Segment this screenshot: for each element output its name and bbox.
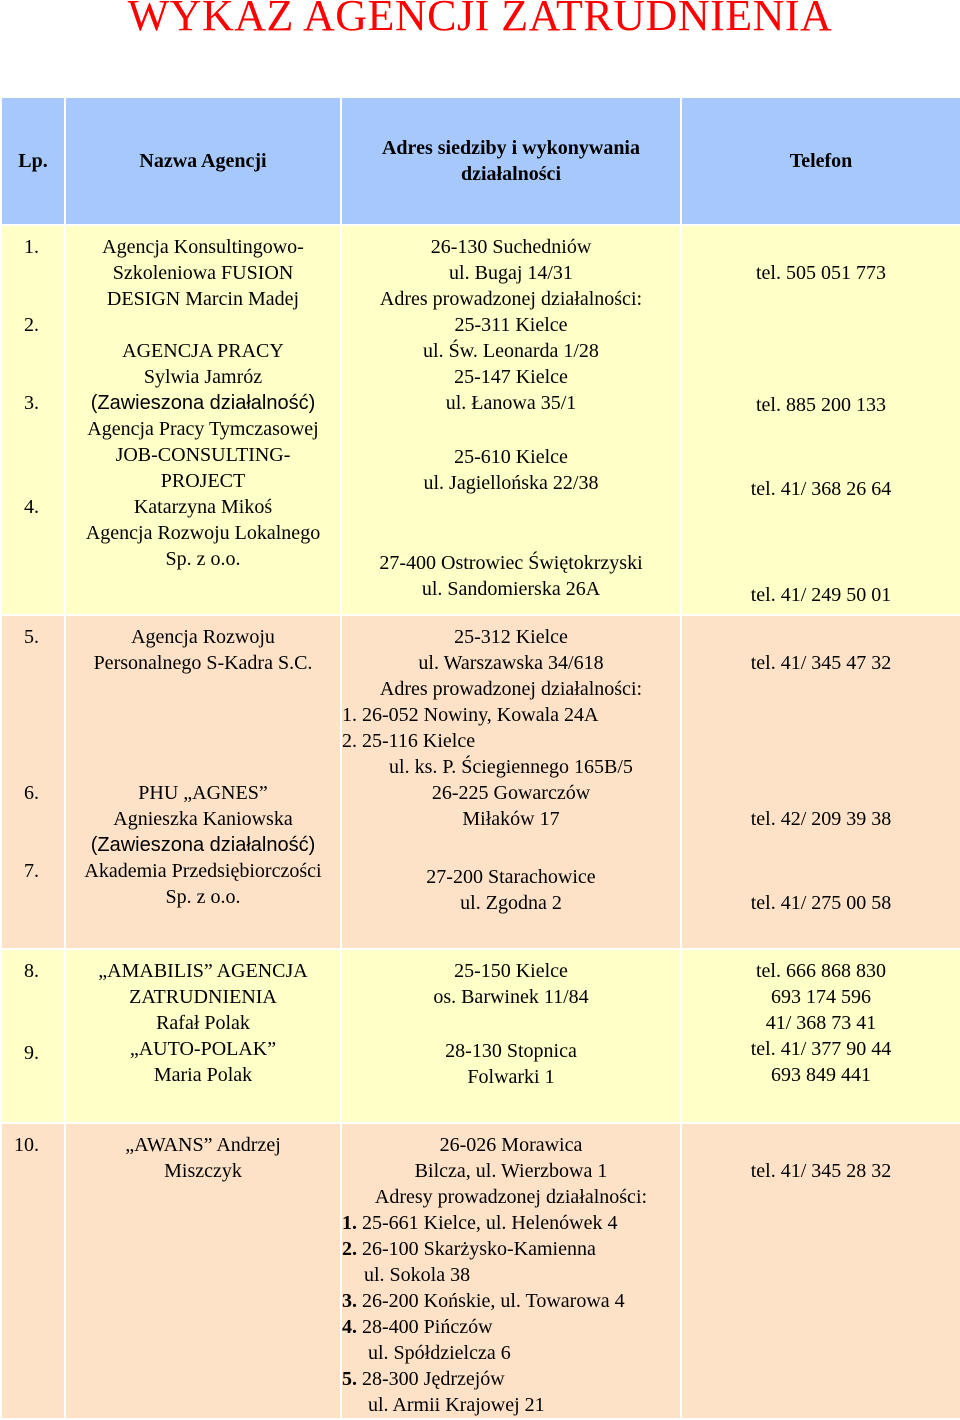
row-number: 10. xyxy=(1,1123,65,1419)
col-phone: Telefon xyxy=(681,97,960,225)
agency-name: Agencja Konsultingowo- Szkoleniowa FUSION DESIGN Marcin Madej AGENCJA PRACY Sylwia Jamróz (Zawieszona działalność) Agencja Pracy Tymczasowej JOB-CONSULTING- PROJECT Katarzyna Mikoś Agencja Rozwoju Lokalnego Sp. z o.o. xyxy=(65,225,341,615)
row-number: 1. 2. 3. 4. xyxy=(1,225,65,615)
agency-address: 25-150 Kielce os. Barwinek 11/84 28-130 Stopnica Folwarki 1 xyxy=(341,949,681,1123)
agency-name: Agencja Rozwoju Personalnego S-Kadra S.C. PHU „AGNES” Agnieszka Kaniowska (Zawieszona działalność) Akademia Przedsiębiorczości Sp. z o.o. xyxy=(65,615,341,949)
table-row xyxy=(1,1123,960,1419)
agency-name: „AMABILIS” AGENCJA ZATRUDNIENIA Rafał Polak „AUTO-POLAK” Maria Polak xyxy=(65,949,341,1123)
suspended-note: (Zawieszona działalność) xyxy=(90,392,316,414)
col-address: Adres siedziby i wykonywania działalności xyxy=(341,97,681,225)
agencies-table xyxy=(0,96,960,1420)
row-number: 8. 9. xyxy=(1,949,65,1123)
table-row xyxy=(1,949,960,1123)
agency-phone: tel. 666 868 830 693 174 596 41/ 368 73 41 tel. 41/ 377 90 44 693 849 441 xyxy=(681,949,960,1123)
agency-phone: tel. 41/ 345 47 32 tel. 42/ 209 39 38 tel. 41/ 275 00 58 xyxy=(681,615,960,949)
table-row xyxy=(1,615,960,949)
agency-phone: tel. 505 051 773 tel. 885 200 133 tel. 41/ 368 26 64 tel. 41/ 249 50 01 xyxy=(681,225,960,615)
agency-address: 26-130 Suchedniów ul. Bugaj 14/31 Adres prowadzonej działalności: 25-311 Kielce ul. Św. Leonarda 1/28 25-147 Kielce ul. Łanowa 35/1 25-610 Kielce ul. Jagiellońska 22/38 27-400 Ostrowiec Świętokrzyski ul. Sandomierska 26A xyxy=(341,225,681,615)
row-number: 5. 6. 7. xyxy=(1,615,65,949)
agency-address: 25-312 Kielce ul. Warszawska 34/618 Adres prowadzonej działalności: 1. 26-052 Nowiny, Kowala 24A 2. 25-116 Kielce ul. ks. P. Ściegiennego 165B/5 26-225 Gowarczów Miłaków 17 27-200 Starachowice ul. Zgodna 2 xyxy=(341,615,681,949)
suspended-note: (Zawieszona działalność) xyxy=(90,834,316,856)
agency-phone: tel. 41/ 345 28 32 xyxy=(681,1123,960,1419)
agency-address: 26-026 Morawica Bilcza, ul. Wierzbowa 1 Adresy prowadzonej działalności: 1. 25-661 Kielce, ul. Helenówek 4 2. 26-100 Skarżysko-Kamienna ul. Sokola 38 3. 26-200 Końskie, ul. Towarowa 4 4. 28-400 Pińczów ul. Spółdzielcza 6 5. 28-300 Jędrzejów ul. Armii Krajowej 21 xyxy=(341,1123,681,1419)
table-row xyxy=(1,225,960,615)
table-header xyxy=(1,97,960,225)
col-name: Nazwa Agencji xyxy=(65,97,341,225)
agency-name: „AWANS” Andrzej Miszczyk xyxy=(65,1123,341,1419)
col-lp: Lp. xyxy=(1,97,65,225)
page-title: WYKAZ AGENCJI ZATRUDNIENIA xyxy=(127,0,833,40)
